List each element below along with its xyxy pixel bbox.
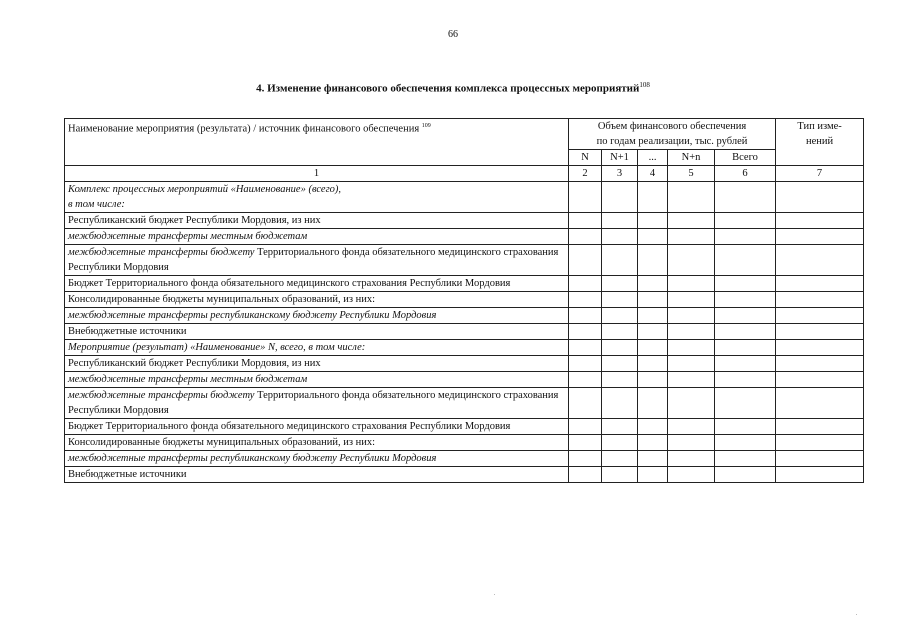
empty-value-cell bbox=[638, 340, 668, 356]
empty-value-cell bbox=[638, 451, 668, 467]
row-label bbox=[65, 356, 569, 372]
empty-value-cell bbox=[776, 372, 864, 388]
empty-value-cell bbox=[602, 182, 638, 213]
year-header-ellipsis: ... bbox=[638, 150, 668, 166]
empty-value-cell bbox=[776, 435, 864, 451]
empty-value-cell bbox=[569, 372, 602, 388]
empty-value-cell bbox=[776, 182, 864, 213]
header-row-1 bbox=[65, 119, 864, 150]
empty-value-cell bbox=[602, 356, 638, 372]
column-number: 7 bbox=[776, 166, 864, 182]
row-label bbox=[65, 229, 569, 245]
empty-value-cell bbox=[668, 308, 715, 324]
row-label bbox=[65, 292, 569, 308]
scan-speck bbox=[856, 614, 857, 615]
row-label-part: Республиканский бюджет Республики Мордовия, из них bbox=[68, 215, 321, 226]
empty-value-cell bbox=[715, 467, 776, 483]
empty-value-cell bbox=[668, 229, 715, 245]
row-label bbox=[65, 451, 569, 467]
row-label bbox=[65, 213, 569, 229]
empty-value-cell bbox=[569, 308, 602, 324]
empty-value-cell bbox=[715, 245, 776, 276]
empty-value-cell bbox=[715, 419, 776, 435]
row-label-part: Республиканский бюджет Республики Мордовия, из них bbox=[68, 358, 321, 369]
empty-value-cell bbox=[602, 435, 638, 451]
column-number: 5 bbox=[668, 166, 715, 182]
empty-value-cell bbox=[715, 435, 776, 451]
table-row bbox=[65, 292, 864, 308]
empty-value-cell bbox=[602, 276, 638, 292]
row-label-part: Внебюджетные источники bbox=[68, 326, 187, 337]
table-row bbox=[65, 419, 864, 435]
change-type-line2: нений bbox=[805, 136, 834, 147]
empty-value-cell bbox=[638, 213, 668, 229]
row-label-part: межбюджетные трансферты республиканскому бюджету Республики Мордовия bbox=[68, 453, 437, 464]
empty-value-cell bbox=[668, 419, 715, 435]
row-label bbox=[65, 308, 569, 324]
empty-value-cell bbox=[776, 451, 864, 467]
column-number: 2 bbox=[569, 166, 602, 182]
empty-value-cell bbox=[569, 245, 602, 276]
empty-value-cell bbox=[569, 419, 602, 435]
empty-value-cell bbox=[602, 308, 638, 324]
row-label-part: межбюджетные трансферты бюджету bbox=[68, 390, 255, 401]
section-title bbox=[0, 81, 906, 95]
empty-value-cell bbox=[569, 213, 602, 229]
empty-value-cell bbox=[569, 435, 602, 451]
row-label bbox=[65, 340, 569, 356]
row-label-part: Внебюджетные источники bbox=[68, 469, 187, 480]
table-row bbox=[65, 229, 864, 245]
col-name-footnote-ref: 109 bbox=[421, 123, 431, 129]
empty-value-cell bbox=[776, 356, 864, 372]
empty-value-cell bbox=[638, 372, 668, 388]
empty-value-cell bbox=[776, 340, 864, 356]
empty-value-cell bbox=[602, 372, 638, 388]
empty-value-cell bbox=[602, 324, 638, 340]
empty-value-cell bbox=[668, 276, 715, 292]
row-label-part: межбюджетные трансферты бюджету bbox=[68, 247, 255, 258]
row-label bbox=[65, 245, 569, 276]
empty-value-cell bbox=[668, 324, 715, 340]
table-row bbox=[65, 388, 864, 419]
empty-value-cell bbox=[715, 324, 776, 340]
table-row bbox=[65, 356, 864, 372]
empty-value-cell bbox=[638, 292, 668, 308]
empty-value-cell bbox=[602, 388, 638, 419]
empty-value-cell bbox=[569, 292, 602, 308]
empty-value-cell bbox=[638, 308, 668, 324]
empty-value-cell bbox=[602, 467, 638, 483]
empty-value-cell bbox=[569, 182, 602, 213]
title-footnote-ref: 108 bbox=[639, 81, 650, 89]
empty-value-cell bbox=[638, 388, 668, 419]
empty-value-cell bbox=[569, 324, 602, 340]
row-label-part: Консолидированные бюджеты муниципальных образований, из них: bbox=[68, 294, 376, 305]
empty-value-cell bbox=[668, 388, 715, 419]
table-row bbox=[65, 324, 864, 340]
empty-value-cell bbox=[776, 419, 864, 435]
empty-value-cell bbox=[638, 435, 668, 451]
empty-value-cell bbox=[668, 213, 715, 229]
year-header-n1: N+1 bbox=[602, 150, 638, 166]
empty-value-cell bbox=[638, 276, 668, 292]
empty-value-cell bbox=[715, 308, 776, 324]
row-label-part: межбюджетные трансферты местным бюджетам bbox=[68, 231, 308, 242]
row-label-part: межбюджетные трансферты республиканскому бюджету Республики Мордовия bbox=[68, 310, 437, 321]
empty-value-cell bbox=[668, 372, 715, 388]
empty-value-cell bbox=[569, 467, 602, 483]
row-label bbox=[65, 276, 569, 292]
empty-value-cell bbox=[776, 324, 864, 340]
empty-value-cell bbox=[569, 388, 602, 419]
empty-value-cell bbox=[638, 467, 668, 483]
empty-value-cell bbox=[715, 292, 776, 308]
empty-value-cell bbox=[776, 308, 864, 324]
empty-value-cell bbox=[668, 467, 715, 483]
empty-value-cell bbox=[776, 229, 864, 245]
empty-value-cell bbox=[715, 213, 776, 229]
empty-value-cell bbox=[715, 451, 776, 467]
empty-value-cell bbox=[602, 213, 638, 229]
row-label-part: Территориального фонда обязательного медицинского страхования Республики Мордовия bbox=[68, 247, 559, 273]
row-label bbox=[65, 388, 569, 419]
change-type-header bbox=[776, 119, 864, 166]
change-type-line1: Тип изме- bbox=[797, 121, 842, 132]
row-label-part: Консолидированные бюджеты муниципальных образований, из них: bbox=[68, 437, 376, 448]
table-row bbox=[65, 308, 864, 324]
empty-value-cell bbox=[602, 292, 638, 308]
empty-value-cell bbox=[569, 229, 602, 245]
row-label bbox=[65, 467, 569, 483]
financing-table bbox=[64, 118, 864, 483]
scan-speck bbox=[494, 594, 495, 595]
empty-value-cell bbox=[715, 182, 776, 213]
table-row bbox=[65, 340, 864, 356]
volume-header bbox=[569, 119, 776, 150]
empty-value-cell bbox=[638, 324, 668, 340]
empty-value-cell bbox=[569, 340, 602, 356]
volume-header-line2: по годам реализации, тыс. рублей bbox=[596, 136, 748, 147]
row-label-part: Комплекс процессных мероприятий «Наименование» (всего), bbox=[68, 184, 342, 195]
empty-value-cell bbox=[776, 213, 864, 229]
total-header: Всего bbox=[715, 150, 776, 166]
empty-value-cell bbox=[638, 229, 668, 245]
empty-value-cell bbox=[668, 245, 715, 276]
table-row bbox=[65, 467, 864, 483]
empty-value-cell bbox=[602, 419, 638, 435]
empty-value-cell bbox=[668, 182, 715, 213]
column-number: 4 bbox=[638, 166, 668, 182]
table-row bbox=[65, 276, 864, 292]
table-row bbox=[65, 245, 864, 276]
row-label-part: межбюджетные трансферты местным бюджетам bbox=[68, 374, 308, 385]
empty-value-cell bbox=[776, 245, 864, 276]
empty-value-cell bbox=[602, 245, 638, 276]
empty-value-cell bbox=[776, 292, 864, 308]
year-header-nn: N+n bbox=[668, 150, 715, 166]
row-label bbox=[65, 324, 569, 340]
empty-value-cell bbox=[602, 229, 638, 245]
empty-value-cell bbox=[668, 292, 715, 308]
empty-value-cell bbox=[715, 372, 776, 388]
column-number: 1 bbox=[65, 166, 569, 182]
column-numbers-row bbox=[65, 166, 864, 182]
page-number: 66 bbox=[448, 29, 458, 40]
volume-header-line1: Объем финансового обеспечения bbox=[597, 121, 747, 132]
row-label-part: Бюджет Территориального фонда обязательного медицинского страхования Республики Мордовия bbox=[68, 421, 511, 432]
empty-value-cell bbox=[569, 356, 602, 372]
empty-value-cell bbox=[668, 451, 715, 467]
table-body bbox=[65, 119, 864, 483]
empty-value-cell bbox=[602, 340, 638, 356]
year-header-n: N bbox=[569, 150, 602, 166]
empty-value-cell bbox=[715, 276, 776, 292]
row-label bbox=[65, 372, 569, 388]
empty-value-cell bbox=[776, 388, 864, 419]
table-row bbox=[65, 213, 864, 229]
empty-value-cell bbox=[638, 419, 668, 435]
column-number: 6 bbox=[715, 166, 776, 182]
row-label-part: Бюджет Территориального фонда обязательного медицинского страхования Республики Мордовия bbox=[68, 278, 511, 289]
empty-value-cell bbox=[569, 276, 602, 292]
empty-value-cell bbox=[715, 229, 776, 245]
empty-value-cell bbox=[668, 340, 715, 356]
table-row bbox=[65, 435, 864, 451]
col-name-header: Наименование мероприятия (результата) / источник финансового обеспечения $^{109}$ bbox=[65, 119, 569, 166]
empty-value-cell bbox=[715, 340, 776, 356]
row-label bbox=[65, 419, 569, 435]
table-row bbox=[65, 451, 864, 467]
empty-value-cell bbox=[668, 356, 715, 372]
empty-value-cell bbox=[638, 245, 668, 276]
empty-value-cell bbox=[638, 356, 668, 372]
row-label-part: Территориального фонда обязательного медицинского страхования Республики Мордовия bbox=[68, 390, 559, 416]
empty-value-cell bbox=[776, 276, 864, 292]
empty-value-cell bbox=[776, 467, 864, 483]
empty-value-cell bbox=[715, 356, 776, 372]
row-label bbox=[65, 182, 569, 213]
empty-value-cell bbox=[569, 451, 602, 467]
column-number: 3 bbox=[602, 166, 638, 182]
row-label-part: в том числе: bbox=[68, 199, 125, 210]
empty-value-cell bbox=[638, 182, 668, 213]
table-row bbox=[65, 182, 864, 213]
section-title-text: 4. Изменение финансового обеспечения комплекса процессных мероприятий bbox=[256, 82, 640, 95]
row-label bbox=[65, 435, 569, 451]
row-label-part: Мероприятие (результат) «Наименование» N, всего, в том числе: bbox=[68, 342, 366, 353]
empty-value-cell bbox=[668, 435, 715, 451]
table-row bbox=[65, 372, 864, 388]
empty-value-cell bbox=[715, 388, 776, 419]
empty-value-cell bbox=[602, 451, 638, 467]
